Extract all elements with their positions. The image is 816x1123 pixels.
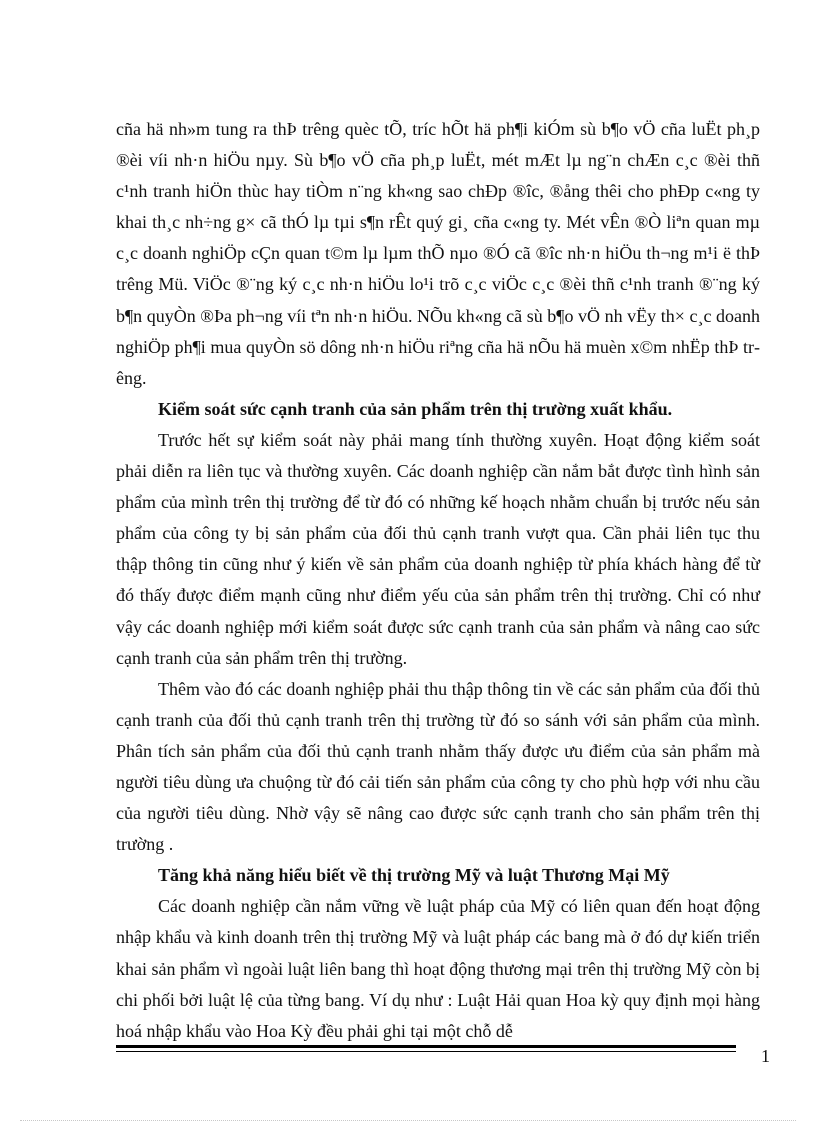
page-edge-dotted-line: [20, 1120, 796, 1121]
paragraph-competitor-info: Thêm vào đó các doanh nghiệp phải thu thập thông tin về các sản phẩm của đối thủ cạnh tranh của đối thủ cạnh tranh trên thị trường từ đó so sánh với sản phẩm của mình. Phân tích sản phẩm của đối thủ cạnh tranh nhằm thấy được ưu điểm của sản phẩm mà người tiêu dùng ưa chuộng từ đó cải tiến sản phẩm của công ty cho phù hợp với nhu cầu của người tiêu dùng. Nhờ vậy sẽ nâng cao được sức cạnh tranh cho sản phẩm trên thị trường .: [116, 678, 760, 855]
footer-rule: [116, 1045, 736, 1052]
heading-us-market-law: Tăng khả năng hiểu biết về thị trường Mỹ và luật Thương Mại Mỹ: [158, 865, 670, 886]
heading-competitiveness-control: Kiểm soát sức cạnh tranh của sản phẩm trên thị trường xuất khẩu.: [158, 398, 673, 419]
page-body: [116, 114, 760, 1047]
page-number: 1: [761, 1046, 770, 1066]
paragraph-us-law: Các doanh nghiệp cần nắm vững về luật pháp của Mỹ có liên quan đến hoạt động nhập khẩu và kinh doanh trên thị trường Mỹ và luật pháp các bang mà ở đó dự kiến triển khai sản phẩm vì ngoài luật liên bang thì hoạt động thương mại trên thị trường Mỹ còn bị chi phối bởi luật lệ của từng bang. Ví dụ như : Luật Hải quan Hoa kỳ quy định mọi hàng hoá nhập khẩu vào Hoa Kỳ đều phải ghi tại một chỗ dễ: [116, 896, 760, 1041]
paragraph-legacy-encoded: cña hä nh»m tung ra thÞ trêng quèc tÕ, tríc hÕt hä ph¶i kiÓm sù b¶o vÖ cña luËt ph¸p ®èi víi nh·n hiÖu nµy. Sù b¶o vÖ cña ph¸p luËt, mét mÆt lµ ng¨n chÆn c¸c ®èi thñ c¹nh tranh hiÖn thùc hay tiÒm n¨ng kh«ng sao chÐp ®îc, ®ång thêi cho phÐp c«ng ty khai th¸c nh÷ng g× cã thÓ lµ tµi s¶n rÊt quý gi¸ cña c«ng ty. Mét vÊn ®Ò liªn quan mµ c¸c doanh nghiÖp cÇn quan t©m lµ lµm thÕ nµo ®Ó cã ®îc nh·n hiÖu th¬ng m¹i ë thÞ trêng Mü. ViÖc ®¨ng ký c¸c nh·n hiÖu lo¹i trõ c¸c viÖc c¸c ®èi thñ c¹nh tranh ®¨ng ký b¶n quyÒn ®Þa ph¬ng víi tªn nh·n hiÖu. NÕu kh«ng cã sù b¶o vÖ nh vËy th× c¸c doanh nghiÖp ph¶i mua quyÒn sö dông nh·n hiÖu riªng cña hä nÕu hä muèn x©m nhËp thÞ trêng.: [116, 119, 760, 388]
paragraph-control-regular: Trước hết sự kiểm soát này phải mang tính thường xuyên. Hoạt động kiểm soát phải diễn ra liên tục và thường xuyên. Các doanh nghiệp cần nắm bắt được tình hình sản phẩm của mình trên thị trường để từ đó có những kế hoạch nhằm chuẩn bị trước nếu sản phẩm của công ty bị sản phẩm của đối thủ cạnh tranh vượt qua. Cần phải liên tục thu thập thông tin cũng như ý kiến về sản phẩm của doanh nghiệp từ phía khách hàng để từ đó thấy được điểm mạnh cũng như điểm yếu của sản phẩm trên thị trường. Chỉ có như vậy các doanh nghiệp mới kiểm soát được sức cạnh tranh của sản phẩm và nâng cao sức cạnh tranh của sản phẩm trên thị trường.: [116, 429, 760, 668]
